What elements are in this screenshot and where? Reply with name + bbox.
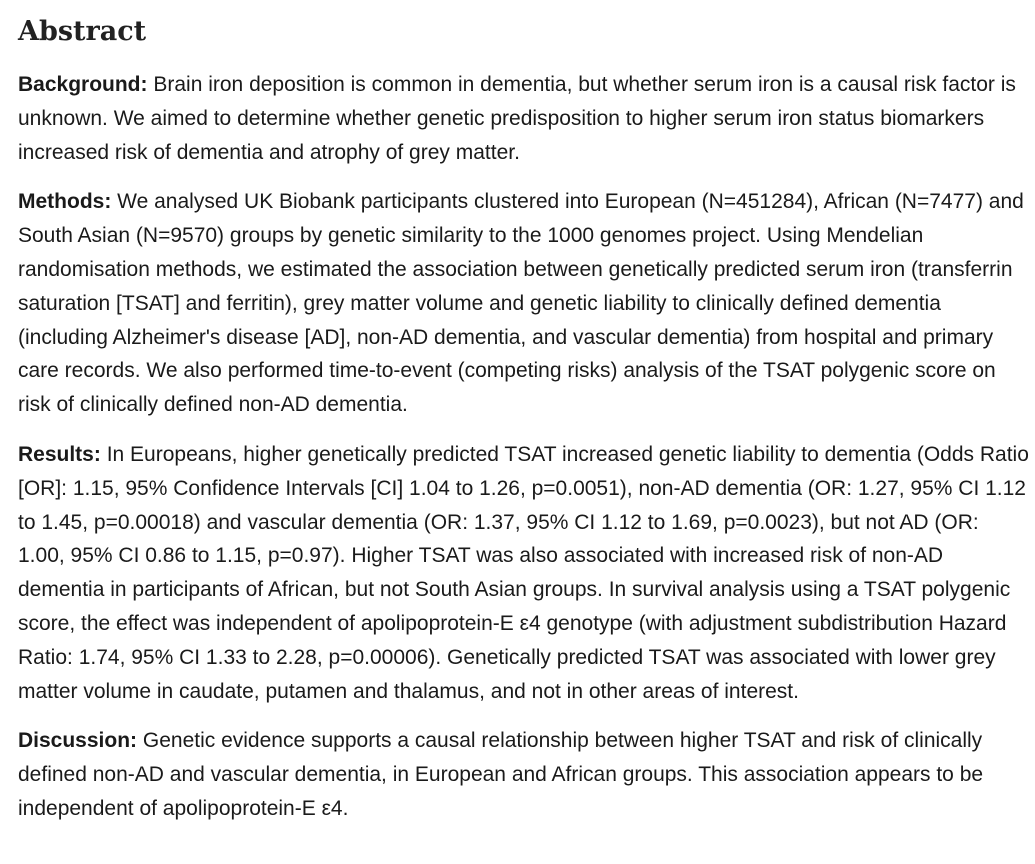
abstract-heading: Abstract [18,16,147,47]
methods-text: We analysed UK Biobank participants clustered into European (N=451284), African (N=7477) and South Asian (N=9570) groups by genetic similarity to the 1000 genomes project. Using Mendelian randomisation methods, we estimated the association between genetically predicted serum iron (transferrin saturation [TSAT] and ferritin), grey matter volume and genetic liability to clinically defined dementia (including Alzheimer's disease [AD], non-AD dementia, and vascular dementia) from hospital and primary care records. We also performed time-to-event (competing risks) analysis of the TSAT polygenic score on risk of clinically defined non-AD dementia. [18,190,1024,417]
methods-paragraph [18,185,1030,422]
results-paragraph [18,438,1030,708]
background-text: Brain iron deposition is common in dementia, but whether serum iron is a causal risk factor is unknown. We aimed to determine whether genetic predisposition to higher serum iron status biomarkers increased risk of dementia and atrophy of grey matter. [18,73,1016,164]
discussion-label: Discussion: [18,729,138,753]
discussion-text: Genetic evidence supports a causal relationship between higher TSAT and risk of clinically defined non-AD and vascular dementia, in European and African groups. This association appears to be independent of apolipoprotein-E ε4. [18,729,984,820]
background-label: Background: [18,73,148,96]
results-text: In Europeans, higher genetically predicted TSAT increased genetic liability to dementia (Odds Ratio [OR]: 1.15, 95% Confidence Intervals [CI] 1.04 to 1.26, p=0.0051), non-AD dementia (OR: 1.27, 95% CI 1.12 to 1.45, p=0.00018) and vascular dementia (OR: 1.37, 95% CI 1.12 to 1.69, p=0.0023), but not AD (OR: 1.00, 95% CI 0.86 to 1.15, p=0.97). Higher TSAT was also associated with increased risk of non-AD dementia in participants of African, but not South Asian groups. In survival analysis using a TSAT polygenic score, the effect was independent of apolipoprotein-E ε4 genotype (with adjustment subdistribution Hazard Ratio: 1.74, 95% CI 1.33 to 2.28, p=0.00006). Genetically predicted TSAT was associated with lower grey matter volume in caudate, putamen and thalamus, and not in other areas of interest. [18,442,1029,703]
methods-label: Methods: [18,190,112,214]
background-paragraph [18,68,1030,169]
abstract-section [18,12,1030,842]
results-label: Results: [18,442,101,466]
discussion-paragraph [18,724,1030,825]
